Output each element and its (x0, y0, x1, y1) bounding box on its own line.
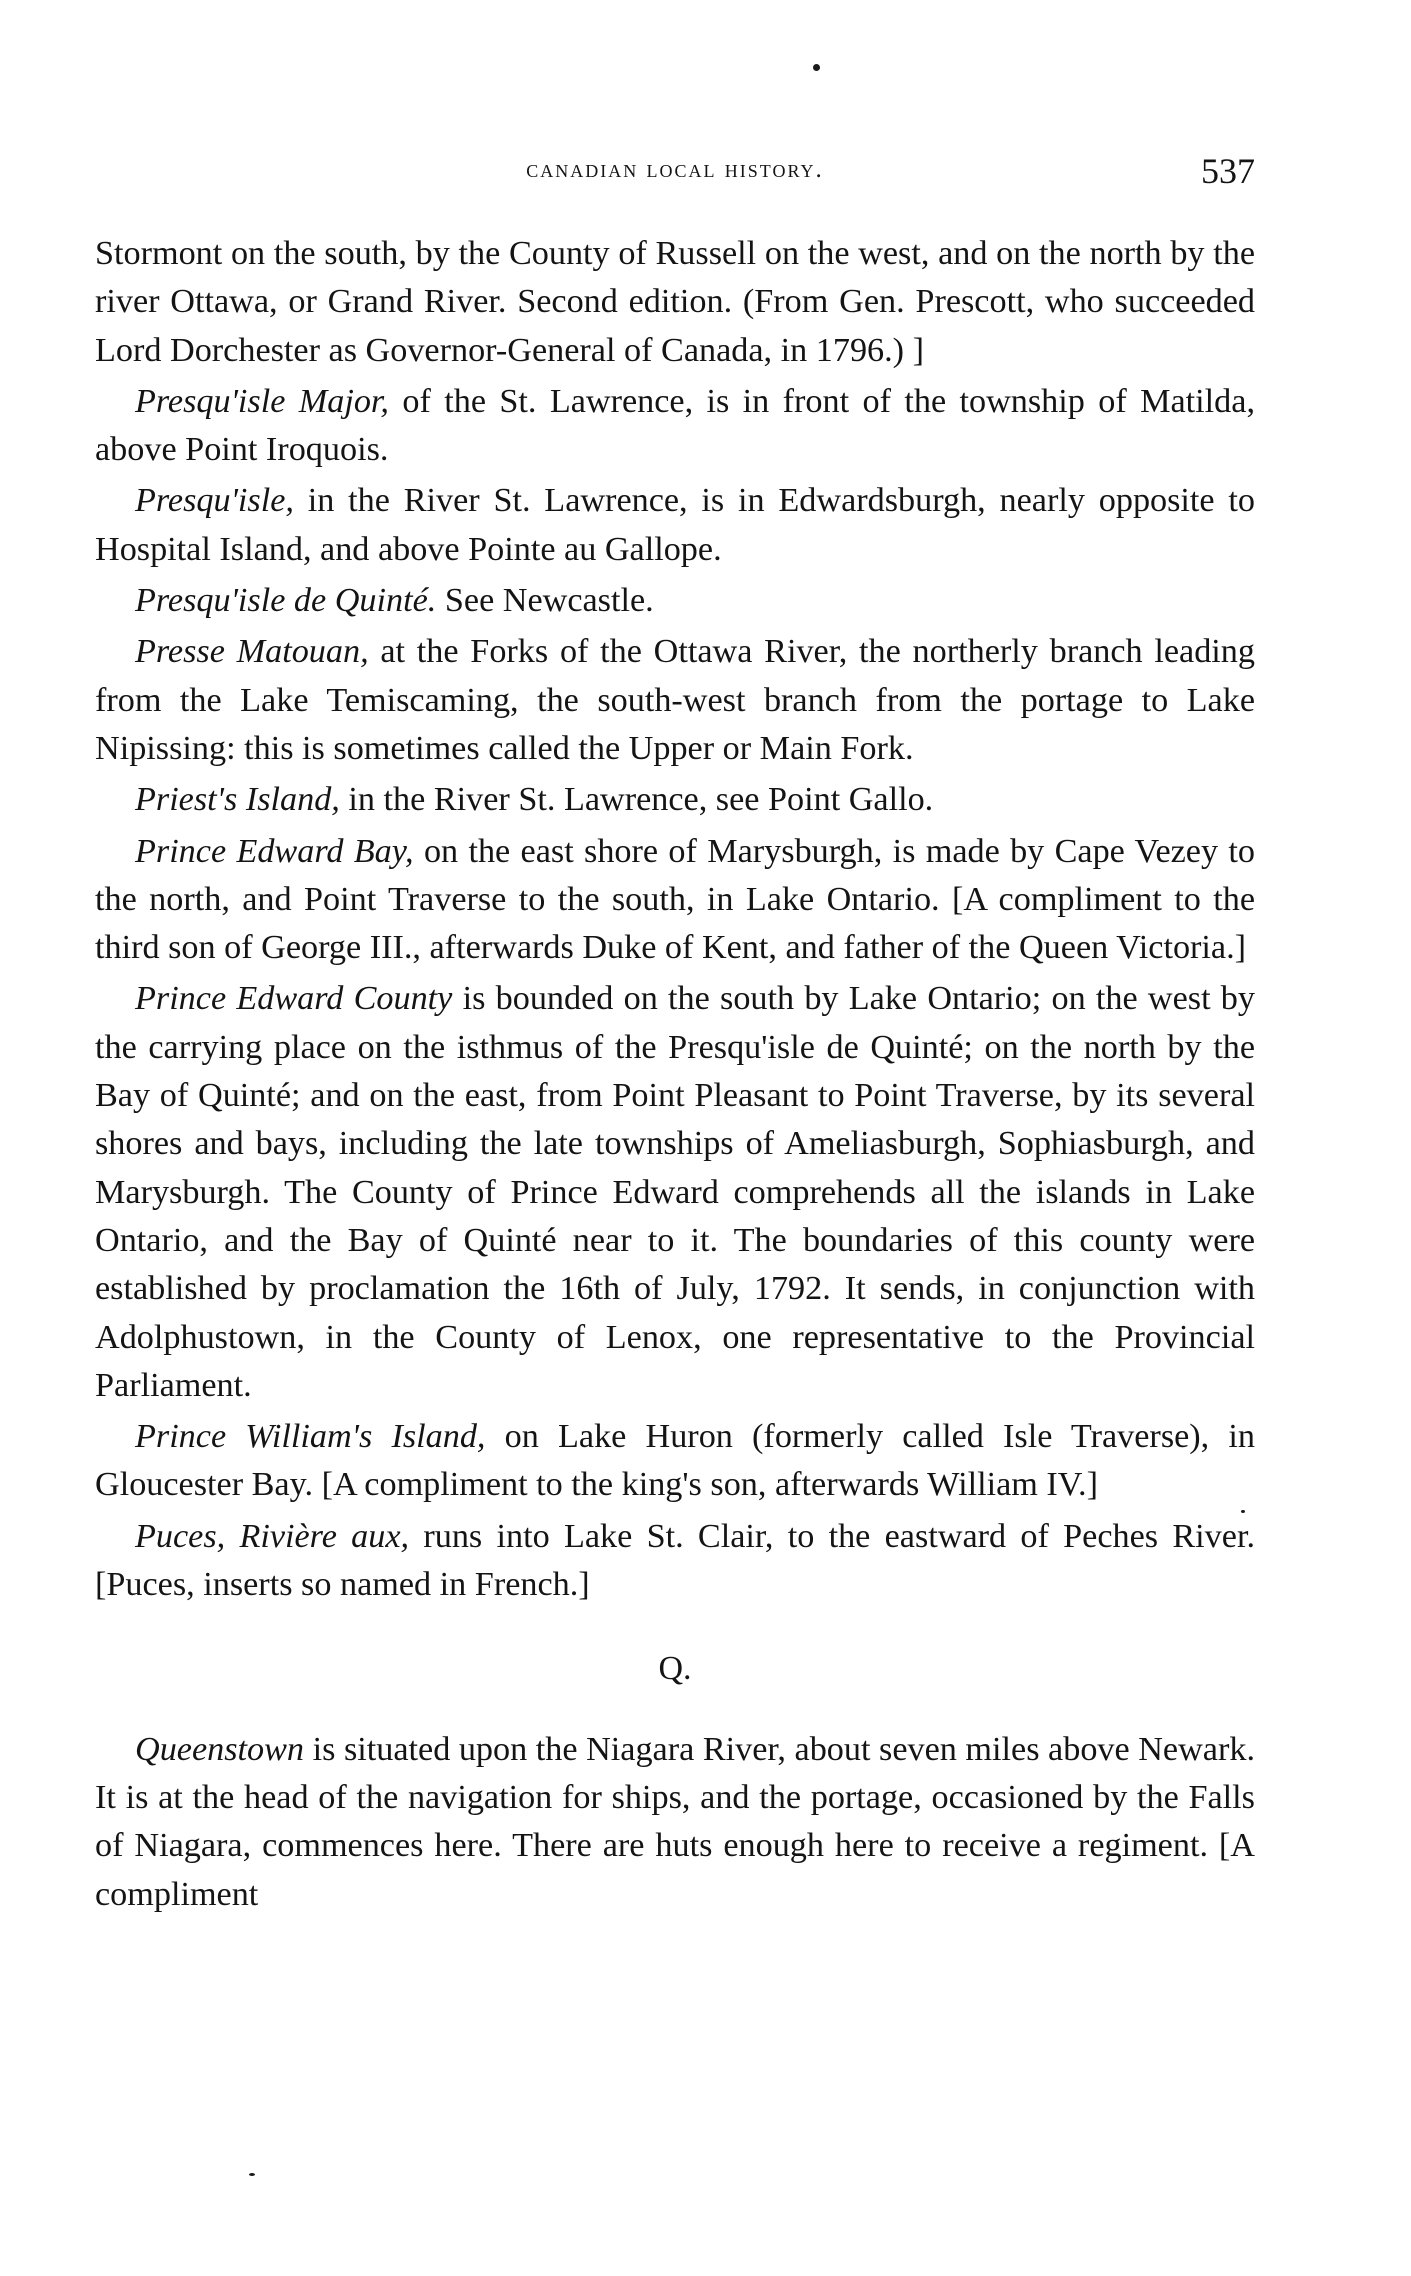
entry (95, 577, 1255, 625)
entry (95, 828, 1255, 973)
page-header (95, 150, 1255, 194)
entry-term: Prince William's Island, (135, 1418, 486, 1456)
entry-term: Puces, Rivière aux, (135, 1517, 410, 1555)
entry (95, 378, 1255, 475)
entry-text: is situated upon the Niagara River, about seven miles above Newark. It is at the head of the navigation for ships, and the portage, occasioned by the Falls of Niagara, commences here. There are huts enough here to receive a regiment. [A compliment (95, 1730, 1255, 1913)
print-speck (249, 2173, 255, 2176)
entry (95, 1726, 1255, 1919)
entry (95, 628, 1255, 773)
entry (95, 975, 1255, 1410)
paragraph-text: Stormont on the south, by the County of Russell on the west, and on the north by the river Ottawa, or Grand River. Second edition. (From Gen. Prescott, who succeeded Lord Dorchester as Governor-General of Canada, in 1796.) ] (95, 235, 1255, 369)
entry-term: Presse Matouan, (135, 633, 369, 671)
entry-text: in the River St. Lawrence, is in Edwardsburgh, nearly opposite to Hospital Island, and above Pointe au Gallope. (95, 482, 1255, 568)
section-letter: Q. (658, 1650, 692, 1688)
paragraph (95, 230, 1255, 375)
entry-term: Presqu'isle, (135, 482, 294, 520)
entry-term: Presqu'isle Major, (135, 382, 389, 420)
entry-text: of the St. Lawrence, is in front of the township of Matilda, above Point Iroquois. (95, 382, 1255, 469)
page-number: 537 (1201, 151, 1255, 191)
entry-term: Priest's Island, (135, 781, 340, 819)
entry-text: is bounded on the south by Lake Ontario; on the west by the carrying place on the isthmus of the Presqu'isle de Quinté; on the north by the Bay of Quinté; and on the east, from Point Pleasant to Point Traverse, by its several shores and bays, including the late townships of Ameliasburgh, Sophiasburgh, and Marysburgh. The County of Prince Edward comprehends all the islands in Lake Ontario, and the Bay of Quinté near to it. The boundaries of this county were established by proclamation the 16th of July, 1792. It sends, in conjunction with Adolphustown, in the County of Lenox, one representative to the Provincial Parliament. (95, 980, 1255, 1404)
entry-term: Queenstown (135, 1730, 305, 1768)
entry (95, 776, 1255, 824)
entry-term: Presqu'isle de Quinté. (135, 582, 437, 620)
entry-text: at the Forks of the Ottawa River, the northerly branch leading from the Lake Temiscaming, the south-west branch from the portage to Lake Nipissing: this is sometimes called the Upper or Main Fork. (95, 633, 1255, 767)
entry-text: in the River St. Lawrence, see Point Gallo. (339, 781, 934, 819)
entry-text: on the east shore of Marysburgh, is made by Cape Vezey to the north, and Point Traverse to the south, in Lake Ontario. [A compliment to the third son of George III., afterwards Duke of Kent, and father of the Queen Victoria.] (95, 832, 1255, 967)
entry-term: Prince Edward Bay, (135, 832, 414, 870)
entry-text: See Newcastle. (436, 582, 654, 620)
body-text (95, 230, 1255, 1919)
entry-text: runs into Lake St. Clair, to the eastward of Peches River. [Puces, inserts so named in French.] (95, 1517, 1255, 1604)
entry (95, 1413, 1255, 1510)
print-speck (813, 64, 820, 71)
entry-term: Prince Edward County (135, 980, 453, 1018)
entry-text: on Lake Huron (formerly called Isle Traverse), in Gloucester Bay. [A compliment to the king's son, afterwards William IV.] (95, 1418, 1255, 1504)
entry (95, 477, 1255, 574)
running-title: canadian local history. (526, 156, 824, 183)
entry (95, 1513, 1255, 1610)
section-heading (95, 1645, 1255, 1693)
